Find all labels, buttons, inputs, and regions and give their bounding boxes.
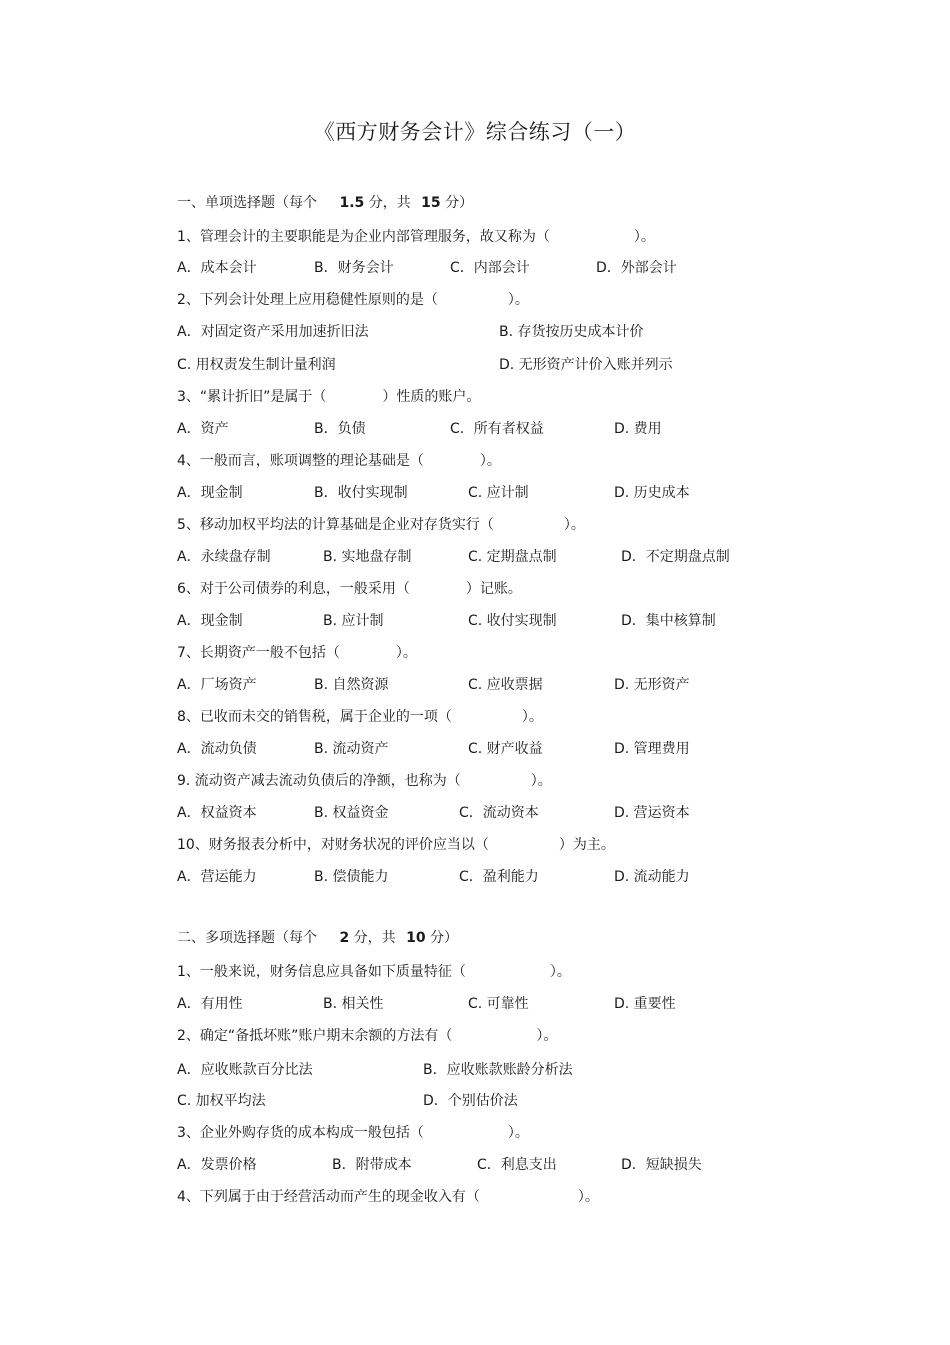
option-a: A．资产 xyxy=(177,421,229,437)
section1-heading-prefix: 一、单项选择题（每个 xyxy=(177,195,317,211)
option-c: C. 应收票据 xyxy=(468,677,543,693)
option-a: A．对固定资产采用加速折旧法 xyxy=(177,324,369,340)
question-stem: 3、“累计折旧”是属于（ ）性质的账户。 xyxy=(177,389,481,405)
option-c: C．流动资本 xyxy=(459,805,539,821)
option-a: A．流动负债 xyxy=(177,741,257,757)
option-d: D．集中核算制 xyxy=(621,613,716,629)
option-d: D. 无形资产计价入账并列示 xyxy=(499,357,673,373)
option-b: B. 偿债能力 xyxy=(314,869,389,885)
option-d: D. 营运资本 xyxy=(614,805,690,821)
section1-heading xyxy=(177,194,473,212)
option-d: D. 流动能力 xyxy=(614,869,690,885)
question-stem: 9. 流动资产减去流动负债后的净额，也称为（ ）。 xyxy=(177,773,552,789)
section2-heading-prefix: 二、多项选择题（每个 xyxy=(177,930,317,946)
option-a: A．成本会计 xyxy=(177,260,257,276)
option-b: B．收付实现制 xyxy=(314,485,408,501)
option-c: C. 收付实现制 xyxy=(468,613,557,629)
option-b: B. 自然资源 xyxy=(314,677,389,693)
option-a: A．权益资本 xyxy=(177,805,257,821)
section2-heading-mid: 分，共 xyxy=(353,930,396,946)
option-d: D. 历史成本 xyxy=(614,485,690,501)
option-b: B. 应计制 xyxy=(323,613,384,629)
option-a: A．现金制 xyxy=(177,613,243,629)
section2-heading xyxy=(177,929,458,947)
question-stem: 6、对于公司债券的利息，一般采用（ ）记账。 xyxy=(177,581,522,597)
section2-heading-suffix: 分） xyxy=(430,930,459,946)
section1-points-each: 1.5 xyxy=(339,195,365,211)
question-stem: 2、下列会计处理上应用稳健性原则的是（ ）。 xyxy=(177,292,529,308)
option-a: A．现金制 xyxy=(177,485,243,501)
section2-points-each: 2 xyxy=(339,930,350,946)
option-c: C．盈利能力 xyxy=(459,869,539,885)
question-stem: 5、移动加权平均法的计算基础是企业对存货实行（ ）。 xyxy=(177,517,585,533)
question-stem: 1、管理会计的主要职能是为企业内部管理服务，故又称为（ ）。 xyxy=(177,229,655,245)
option-c: C. 定期盘点制 xyxy=(468,549,557,565)
option-a: A．厂场资产 xyxy=(177,677,257,693)
option-d: D．短缺损失 xyxy=(621,1157,702,1173)
option-d: D. 管理费用 xyxy=(614,741,690,757)
question-stem: 4、一般而言，账项调整的理论基础是（ ）。 xyxy=(177,453,501,469)
option-b: B. 存货按历史成本计价 xyxy=(499,324,644,340)
question-stem: 2、确定“备抵坏账”账户期末余额的方法有（ ）。 xyxy=(177,1028,558,1044)
option-c: C．内部会计 xyxy=(450,260,530,276)
option-d: D．个别估价法 xyxy=(423,1093,518,1109)
option-c: C. 应计制 xyxy=(468,485,529,501)
option-b: B．应收账款账龄分析法 xyxy=(423,1062,573,1078)
option-c: C．所有者权益 xyxy=(450,421,544,437)
option-a: A．应收账款百分比法 xyxy=(177,1062,313,1078)
option-c: C．利息支出 xyxy=(477,1157,557,1173)
option-d: D. 费用 xyxy=(614,421,662,437)
section1-heading-mid: 分，共 xyxy=(368,195,411,211)
option-c: C. 加权平均法 xyxy=(177,1093,266,1109)
section1-points-total: 15 xyxy=(421,195,441,211)
document-title: 《西方财务会计》综合练习（一） xyxy=(313,120,637,144)
option-d: D. 重要性 xyxy=(614,996,676,1012)
option-d: D．不定期盘点制 xyxy=(621,549,730,565)
question-stem: 1、一般来说，财务信息应具备如下质量特征（ ）。 xyxy=(177,964,571,980)
option-b: B．负债 xyxy=(314,421,366,437)
question-stem: 7、长期资产一般不包括（ ）。 xyxy=(177,645,417,661)
option-c: C. 用权责发生制计量利润 xyxy=(177,357,336,373)
option-d: D. 无形资产 xyxy=(614,677,690,693)
option-a: A．有用性 xyxy=(177,996,243,1012)
option-b: B. 流动资产 xyxy=(314,741,389,757)
option-a: A．营运能力 xyxy=(177,869,257,885)
option-a: A．发票价格 xyxy=(177,1157,257,1173)
option-b: B．财务会计 xyxy=(314,260,394,276)
option-c: C. 可靠性 xyxy=(468,996,529,1012)
option-c: C. 财产收益 xyxy=(468,741,543,757)
option-b: B. 实地盘存制 xyxy=(323,549,412,565)
option-a: A．永续盘存制 xyxy=(177,549,271,565)
question-stem: 10、财务报表分析中，对财务状况的评价应当以（ ）为主。 xyxy=(177,837,615,853)
section1-heading-suffix: 分） xyxy=(445,195,474,211)
option-b: B. 相关性 xyxy=(323,996,384,1012)
option-b: B. 权益资金 xyxy=(314,805,389,821)
option-b: B．附带成本 xyxy=(332,1157,412,1173)
question-stem: 3、企业外购存货的成本构成一般包括（ ）。 xyxy=(177,1125,529,1141)
question-stem: 4、下列属于由于经营活动而产生的现金收入有（ ）。 xyxy=(177,1189,599,1205)
option-d: D．外部会计 xyxy=(596,260,677,276)
section2-points-total: 10 xyxy=(406,930,426,946)
question-stem: 8、已收而未交的销售税，属于企业的一项（ ）。 xyxy=(177,709,543,725)
